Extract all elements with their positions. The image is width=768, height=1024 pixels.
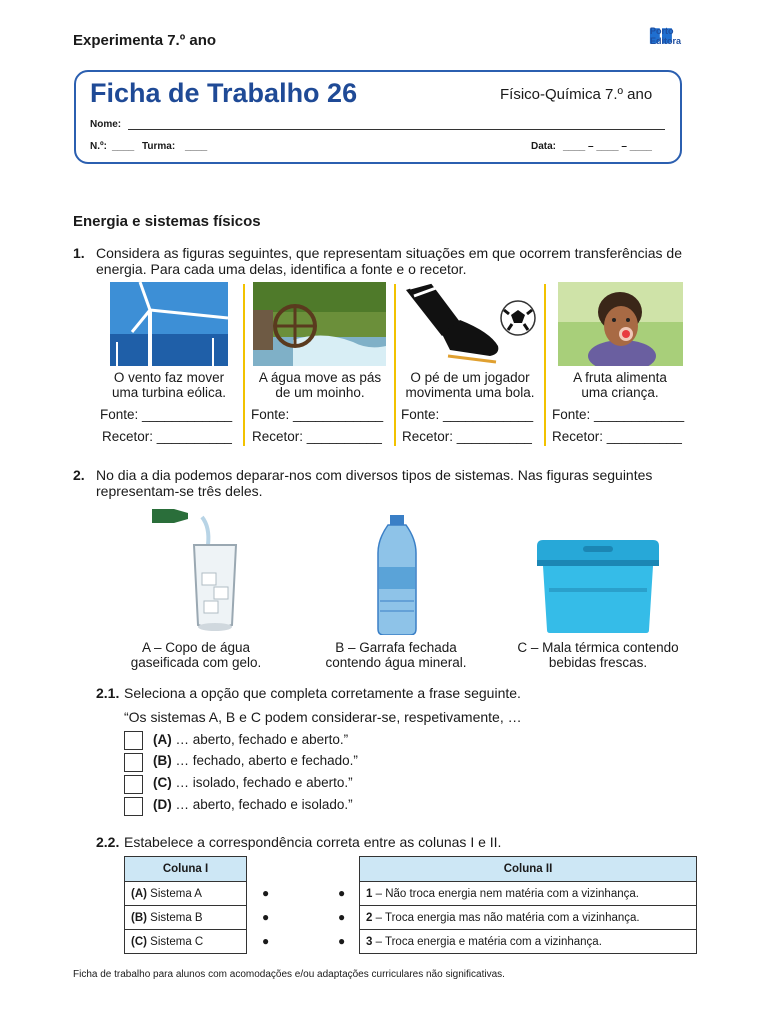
caption-water-mill: A água move as pás de um moinho.	[258, 370, 382, 400]
name-field[interactable]	[128, 129, 665, 130]
col2-row-1: 1 – Não troca energia nem matéria com a vizinhança.	[360, 882, 697, 906]
recetor-field-4[interactable]: Recetor: __________	[552, 429, 682, 444]
option-c[interactable]: (C) … isolado, fechado e aberto.”	[153, 775, 353, 790]
recetor-field-3[interactable]: Recetor: __________	[402, 429, 532, 444]
caption-child-fruit: A fruta alimenta uma criança.	[573, 370, 667, 400]
q2-text: No dia a dia podemos deparar-nos com diversos tipos de sistemas. Nas figuras seguintes representam-se três deles.	[96, 467, 653, 499]
section-title: Energia e sistemas físicos	[73, 213, 261, 230]
col2-row-3: 3 – Troca energia e matéria com a vizinhança.	[360, 930, 697, 954]
option-a-checkbox[interactable]	[124, 731, 143, 750]
q22-text: Estabelece a correspondência correta entre as colunas I e II.	[124, 834, 502, 850]
number-label: N.º:	[90, 141, 107, 152]
column-separator	[544, 284, 546, 446]
q22-number: 2.2.	[96, 834, 120, 850]
fonte-field-4[interactable]: Fonte: ____________	[552, 407, 685, 422]
book-title: Experimenta 7.º ano	[73, 32, 217, 49]
caption-wind-turbine: O vento faz mover uma turbina eólica.	[111, 370, 227, 400]
glass-of-water-image	[150, 503, 242, 637]
column-two-table	[359, 856, 697, 954]
wind-turbine-image	[110, 282, 228, 366]
fonte-field-1[interactable]: Fonte: ____________	[100, 407, 233, 422]
col1-row-b: (B) Sistema B	[125, 906, 247, 930]
caption-soccer-kick: O pé de um jogador movimenta uma bola.	[405, 370, 535, 400]
date-field[interactable]: ____ – ____ – ____	[563, 141, 652, 152]
match-dot-right-1[interactable]: ●	[338, 886, 346, 900]
column-one-table	[124, 856, 247, 954]
q21-number: 2.1.	[96, 685, 120, 701]
name-label: Nome:	[90, 119, 122, 130]
option-b[interactable]: (B) … fechado, aberto e fechado.”	[153, 753, 358, 768]
footer-note: Ficha de trabalho para alunos com acomodações e/ou adaptações curriculares não significativas.	[73, 969, 505, 980]
cooler-box-image	[533, 538, 663, 634]
option-a[interactable]: (A) … aberto, fechado e aberto.”	[153, 732, 349, 747]
q21-quote: “Os sistemas A, B e C podem considerar-se, respetivamente, …	[124, 709, 522, 725]
column-separator	[243, 284, 245, 446]
q1-number: 1.	[73, 245, 85, 261]
col1-row-a: (A) Sistema A	[125, 882, 247, 906]
recetor-field-2[interactable]: Recetor: __________	[252, 429, 382, 444]
option-d[interactable]: (D) … aberto, fechado e isolado.”	[153, 797, 353, 812]
water-mill-image	[253, 282, 386, 366]
worksheet-title: Ficha de Trabalho 26	[90, 78, 358, 108]
option-b-checkbox[interactable]	[124, 753, 143, 772]
match-dot-left-a[interactable]: ●	[262, 886, 270, 900]
col1-row-c: (C) Sistema C	[125, 930, 247, 954]
col2-row-2: 2 – Troca energia mas não matéria com a vizinhança.	[360, 906, 697, 930]
fonte-field-3[interactable]: Fonte: ____________	[401, 407, 534, 422]
column-separator	[394, 284, 396, 446]
subject-label: Físico-Química 7.º ano	[500, 86, 653, 103]
match-dot-right-2[interactable]: ●	[338, 910, 346, 924]
child-eating-fruit-image	[558, 282, 683, 366]
caption-bottle: B – Garrafa fechada contendo água mineral.	[325, 640, 467, 670]
water-bottle-image	[372, 515, 422, 635]
fonte-field-2[interactable]: Fonte: ____________	[251, 407, 384, 422]
date-label: Data:	[531, 141, 557, 152]
q2-number: 2.	[73, 467, 85, 483]
q21-text: Seleciona a opção que completa corretamente a frase seguinte.	[124, 685, 521, 701]
publisher-name: Porto Editora	[650, 26, 682, 46]
q1-text: Considera as figuras seguintes, que representam situações em que ocorrem transferências de energia. Para cada uma delas, identifica a fonte e o recetor.	[96, 245, 682, 277]
number-field[interactable]: ____	[112, 141, 135, 152]
match-dot-right-3[interactable]: ●	[338, 934, 346, 948]
class-field[interactable]: ____	[185, 141, 208, 152]
option-d-checkbox[interactable]	[124, 797, 143, 816]
soccer-kick-image	[404, 282, 538, 366]
recetor-field-1[interactable]: Recetor: __________	[102, 429, 232, 444]
col2-header: Coluna II	[360, 857, 697, 882]
class-label: Turma:	[142, 141, 176, 152]
caption-cooler: C – Mala térmica contendo bebidas frescas.	[517, 640, 679, 670]
match-dot-left-c[interactable]: ●	[262, 934, 270, 948]
option-c-checkbox[interactable]	[124, 775, 143, 794]
col1-header: Coluna I	[125, 857, 247, 882]
caption-glass: A – Copo de água gaseificada com gelo.	[130, 640, 262, 670]
match-dot-left-b[interactable]: ●	[262, 910, 270, 924]
